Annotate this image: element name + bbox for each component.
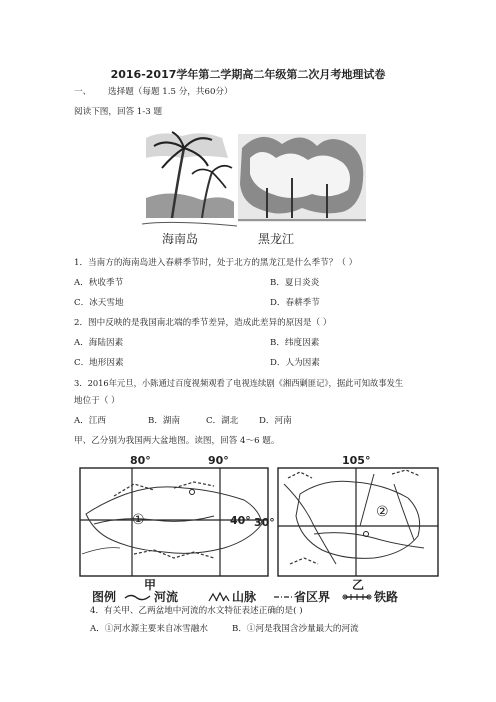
question-3-option-b: B．湖南 xyxy=(148,416,181,426)
section-number: 一、 xyxy=(74,87,92,97)
marker-1: ① xyxy=(132,512,145,528)
question-2-option-c: C．地形因素 xyxy=(74,358,124,368)
legend-river: 河流 xyxy=(154,590,179,604)
question-3-option-a: A．江西 xyxy=(74,416,106,426)
mountain-icon xyxy=(208,591,230,602)
boundary-icon xyxy=(274,594,294,600)
basin-maps-figure xyxy=(74,454,444,604)
river-icon xyxy=(124,592,152,602)
legend-title: 图例 xyxy=(92,590,117,604)
map-caption-jia: 甲 xyxy=(144,578,157,592)
scenery-figure xyxy=(142,128,372,248)
question-3-stem-line1: 3．2016年元旦，小陈通过百度视频观看了电视连续剧《湘西剿匪记》，据此可知故事发生 xyxy=(74,378,404,388)
question-3-stem-line2: 地位于（ ） xyxy=(74,396,120,406)
question-4-option-b: B．①河是我国含沙量最大的河流 xyxy=(232,624,359,634)
question-2-stem: 2．图中反映的是我国南北端的季节差异，造成此差异的原因是（ ） xyxy=(74,318,332,328)
question-2-option-a: A．海陆因素 xyxy=(74,338,124,348)
marker-2: ② xyxy=(376,504,389,520)
legend-railway: 铁路 xyxy=(374,590,399,604)
legend-boundary: 省区界 xyxy=(294,590,331,604)
section-heading: 选择题（每题 1.5 分，共60分） xyxy=(108,87,233,97)
question-4-option-a: A．①河水源主要来自冰雪融水 xyxy=(90,624,208,634)
question-2-option-b: B．纬度因素 xyxy=(270,338,320,348)
question-3-option-d: D．河南 xyxy=(259,416,292,426)
railway-icon xyxy=(342,592,372,602)
legend-mountain: 山脉 xyxy=(232,590,257,604)
longitude-90: 90° xyxy=(208,454,229,467)
question-1-option-d: D．春耕季节 xyxy=(270,298,320,308)
label-hainan: 海南岛 xyxy=(162,232,199,246)
map-caption-yi: 乙 xyxy=(352,578,365,592)
instruction-1: 阅读下图，回答 1-3 题 xyxy=(74,107,163,117)
question-4-stem: 4．有关甲、乙两盆地中河流的水文特征表述正确的是( ) xyxy=(90,606,303,616)
question-1-stem: 1．当南方的海南岛进入春耕季节时，处于北方的黑龙江是什么季节？（ ） xyxy=(74,258,358,268)
question-3-option-c: C．湖北 xyxy=(206,416,239,426)
label-heilongjiang: 黑龙江 xyxy=(258,232,295,246)
longitude-105: 105° xyxy=(342,454,371,467)
latitude-30: 30° xyxy=(254,516,275,529)
page-title: 2016-2017学年第二学期高二年级第二次月考地理试卷 xyxy=(110,68,386,81)
question-1-option-a: A．秋收季节 xyxy=(74,278,124,288)
instruction-2: 甲、乙分别为我国两大盆地图。读图，回答 4～6 题。 xyxy=(74,436,280,446)
question-1-option-c: C．冰天雪地 xyxy=(74,298,124,308)
basin-maps xyxy=(74,454,444,604)
latitude-40: 40° xyxy=(230,514,251,527)
longitude-80: 80° xyxy=(130,454,151,467)
question-2-option-d: D．人为因素 xyxy=(270,358,320,368)
question-1-option-b: B．夏日炎炎 xyxy=(270,278,320,288)
